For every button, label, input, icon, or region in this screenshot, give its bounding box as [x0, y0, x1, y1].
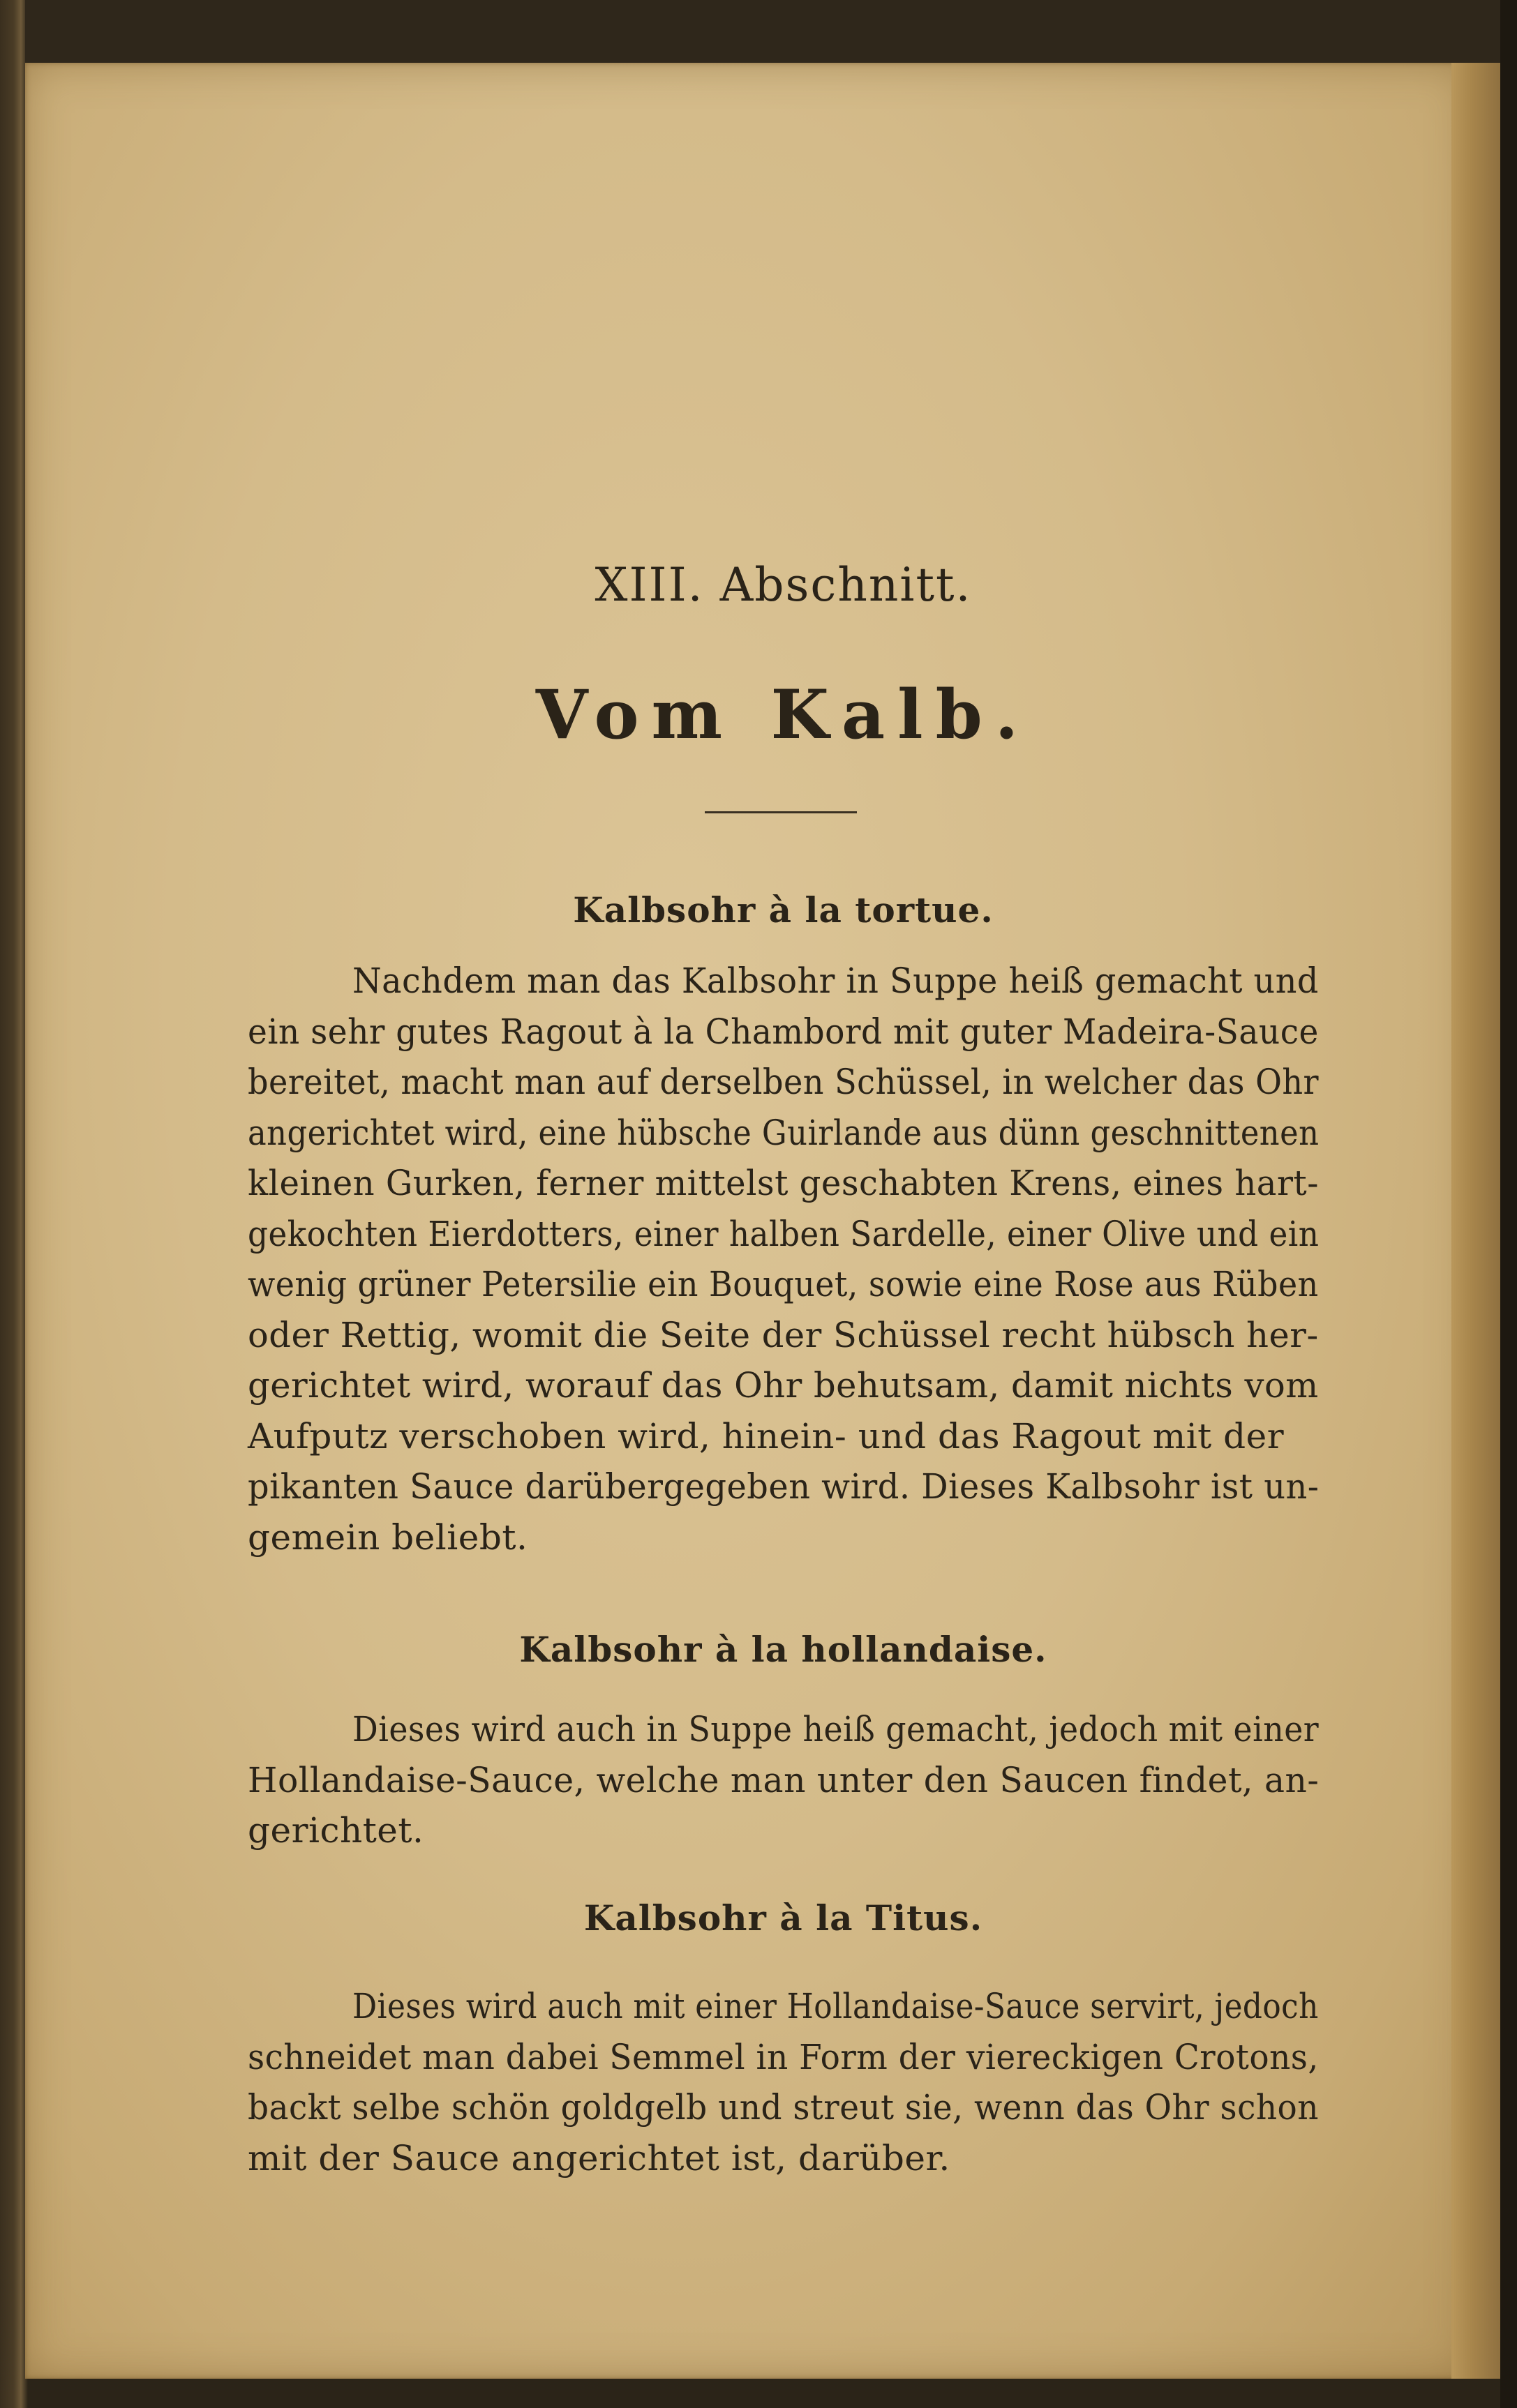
recipe-body-hollandaise — [248, 1704, 1319, 1856]
scan-background-top — [25, 0, 1500, 63]
text-line: kleinen Gurken, ferner mittelst geschabten Krens, eines hart- — [248, 1163, 1319, 1203]
text-line: gerichtet. — [248, 1810, 424, 1851]
text-line: gemein beliebt. — [248, 1517, 528, 1558]
text-line: Aufputz verschoben wird, hinein- und das Ragout mit der — [248, 1415, 1285, 1457]
text-line: mit der Sauce angerichtet ist, darüber. — [248, 2137, 950, 2179]
text-line: schneidet man dabei Semmel in Form der viereckigen Crotons, — [248, 2036, 1319, 2077]
chapter-title: Vom Kalb. — [535, 675, 1031, 754]
text-line: backt selbe schön goldgelb und streut sie, wenn das Ohr schon — [248, 2087, 1319, 2128]
text-line: Dieses wird auch mit einer Hollandaise-Sauce servirt, jedoch — [352, 1986, 1319, 2026]
text-line: oder Rettig, womit die Seite der Schüssel recht hübsch her- — [248, 1314, 1319, 1355]
recipe-heading-tortue: Kalbsohr à la tortue. — [573, 889, 994, 931]
section-label: XIII. Abschnitt. — [595, 558, 972, 612]
text-line: pikanten Sauce darübergegeben wird. Dieses Kalbsohr ist un- — [248, 1466, 1320, 1507]
text-line: angerichtet wird, eine hübsche Guirlande aus dünn geschnittenen — [248, 1112, 1320, 1153]
text-line: ein sehr gutes Ragout à la Chambord mit guter Madeira-Sauce — [248, 1011, 1319, 1052]
recipe-body-tortue — [248, 956, 1319, 1563]
text-line: gerichtet wird, worauf das Ohr behutsam, damit nichts vom — [248, 1365, 1319, 1406]
scan-border-right — [1500, 0, 1517, 2408]
recipe-heading-hollandaise: Kalbsohr à la hollandaise. — [519, 1629, 1047, 1670]
text-line: Nachdem man das Kalbsohr in Suppe heiß gemacht und — [352, 961, 1319, 1001]
text-line: bereitet, macht man auf derselben Schüssel, in welcher das Ohr — [248, 1062, 1320, 1102]
title-divider — [705, 811, 857, 813]
recipe-heading-titus: Kalbsohr à la Titus. — [583, 1897, 983, 1939]
text-line: wenig grüner Petersilie ein Bouquet, sowie eine Rose aus Rüben — [248, 1264, 1319, 1304]
text-line: Hollandaise-Sauce, welche man unter den Saucen findet, an- — [248, 1759, 1320, 1800]
page-gutter-edge — [1451, 63, 1500, 2379]
recipe-body-titus — [248, 1981, 1319, 2183]
text-line: Dieses wird auch in Suppe heiß gemacht, jedoch mit einer — [352, 1709, 1320, 1749]
text-line: gekochten Eierdotters, einer halben Sardelle, einer Olive und ein — [248, 1213, 1320, 1254]
